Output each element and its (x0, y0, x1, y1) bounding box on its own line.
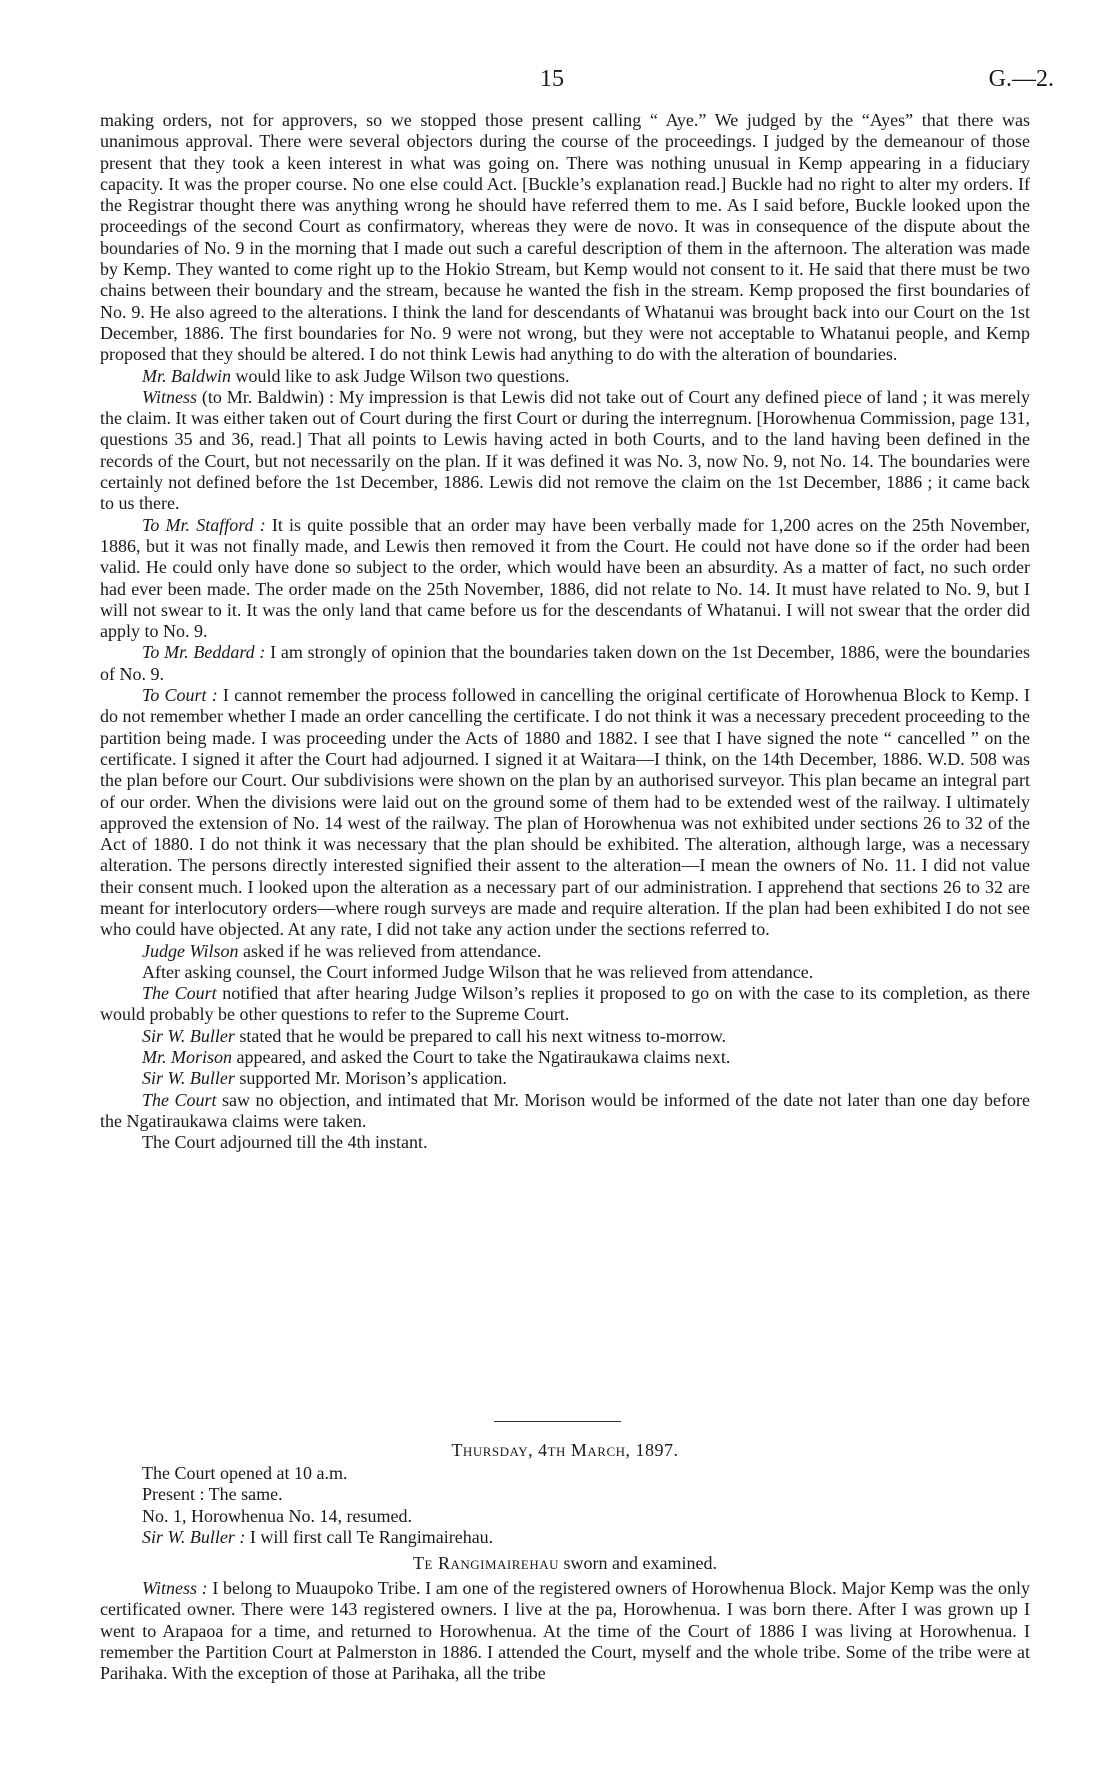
paragraph-text: Present : The same. (142, 1484, 283, 1505)
paragraph-text: (to Mr. Baldwin) : My impression is that Lewis did not take out of Court any defined piece of land ; it was merely the claim. It was either taken out of Court during the first Court or during the interregnum. [Horowhenua Commission, page 131, questions 35 and 36, read.] That all points to Lewis having acted in both Courts, and to the land having been defined in the records of the Court, but not necessarily on the plan. If it was defined it was No. 3, now No. 9, not No. 14. The boundaries were certainly not defined before the 1st December, 1886. Lewis did not remove the claim on the 1st December, 1886 ; it came back to us there. (100, 386, 1030, 514)
paragraph-text: After asking counsel, the Court informed Judge Wilson that he was relieved from attendance. (142, 961, 814, 982)
paragraph (100, 387, 1030, 515)
paragraph (100, 1484, 1030, 1505)
paragraph (100, 1026, 1030, 1047)
paragraph-text: stated that he would be prepared to call his next witness to-morrow. (234, 1025, 727, 1046)
paragraph-text: No. 1, Horowhenua No. 14, resumed. (142, 1505, 412, 1526)
paragraph-text: notified that after hearing Judge Wilson’s replies it proposed to go on with the case to its completion, as there would probably be other questions to refer to the Supreme Court. (100, 983, 1030, 1025)
paragraph (100, 983, 1030, 1026)
paragraph-text: supported Mr. Morison’s application. (234, 1068, 507, 1089)
speaker-label: To Mr. Beddard : (142, 642, 266, 663)
paragraph (100, 941, 1030, 962)
page-reference: G.—2. (988, 66, 1054, 92)
paragraph (100, 1578, 1030, 1684)
speaker-label: Sir W. Buller : (142, 1526, 246, 1547)
paragraph (100, 642, 1030, 685)
session-text (100, 1463, 1030, 1548)
paragraph (100, 962, 1030, 983)
paragraph-text: The Court opened at 10 a.m. (142, 1463, 348, 1483)
witness-name: Te Rangimairehau (413, 1553, 560, 1573)
paragraph (100, 685, 1030, 941)
paragraph-text: would like to ask Judge Wilson two questions. (231, 365, 570, 386)
paragraph (100, 515, 1030, 643)
paragraph (100, 1090, 1030, 1133)
paragraph-text: making orders, not for approvers, so we stopped those present calling “ Aye.” We judged by the “Ayes” that there was unanimous approval. There were several objectors during the course of the proceedings. I judged by the demeanour of those present that they took a keen interest in what was going on. There was nothing unusual in Kemp appearing in a fiduciary capacity. It was the proper course. No one else could Act. [Buckle’s explanation read.] Buckle had no right to alter my orders. If the Registrar thought there was anything wrong he should have referred them to me. As I said before, Buckle looked upon the proceedings of the second Court as confirmatory, whereas they were de novo. It was in consequence of the dispute about the boundaries of No. 9 in the morning that I made out such a careful description of them in the afternoon. The alteration was made by Kemp. They wanted to come right up to the Hokio Stream, but Kemp would not consent to it. He said that there must be two chains between their boundary and the stream, because he wanted the fish in the stream. Kemp proposed the first boundaries of No. 9. He also agreed to the alterations. I think the land for descendants of Whatanui was brought back into our Court on the 1st December, 1886. The first boundaries for No. 9 were not wrong, but they were not acceptable to Whatanui people, and Kemp proposed that they should be altered. I do not think Lewis had anything to do with the alteration of boundaries. (100, 110, 1030, 365)
paragraph (100, 110, 1030, 366)
date-heading: Thursday, 4th March, 1897. (451, 1440, 679, 1460)
speaker-label: Witness : (142, 1578, 208, 1598)
paragraph-text: I am strongly of opinion that the boundaries taken down on the 1st December, 1886, were the boundaries of No. 9. (100, 642, 1030, 684)
proceedings-text (100, 110, 1030, 1154)
paragraph (100, 1047, 1030, 1068)
paragraph (100, 1527, 1030, 1548)
speaker-label: Judge Wilson (142, 940, 239, 961)
paragraph-text: I belong to Muaupoko Tribe. I am one of the registered owners of Horowhenua Block. Major Kemp was the only certificated owner. There were 143 registered owners. I live at the pa, Horowhenua. I was born there. After I was grown up I went to Arapaoa for a time, and returned to Horowhenua. At the time of the Court of 1886 I was living at Horowhenua. I remember the Partition Court at Palmerston in 1886. I attended the Court, myself and the whole tribe. Some of the tribe were at Parihaka. With the exception of those at Parihaka, all the tribe (100, 1578, 1030, 1684)
section-divider (494, 1421, 621, 1422)
speaker-label: To Court : (142, 685, 218, 706)
page-number: 15 (540, 66, 564, 92)
witness-heading (100, 1553, 1030, 1574)
speaker-label: To Mr. Stafford : (142, 514, 266, 535)
speaker-label: The Court (142, 1089, 217, 1110)
paragraph-text: asked if he was relieved from attendance. (238, 940, 542, 961)
speaker-label: Witness (142, 386, 198, 407)
speaker-label: Sir W. Buller (142, 1025, 235, 1046)
paragraph-text: It is quite possible that an order may have been verbally made for 1,200 acres on the 25th November, 1886, but it was not finally made, and Lewis then removed it from the Court. He could not have done so if the order had been valid. He could only have done so subject to the order, which would have been an absurdity. As a matter of fact, no such order had ever been made. The order made on the 25th November, 1886, did not relate to No. 14. It must have related to No. 9, but I will not swear to it. It was the only land that came before us for the descendants of Whatanui. I will not swear that the order did apply to No. 9. (100, 514, 1030, 642)
speaker-label: Sir W. Buller (142, 1068, 235, 1089)
speaker-label: The Court (142, 983, 217, 1004)
testimony-text (100, 1578, 1030, 1684)
speaker-label: Mr. Baldwin (142, 365, 232, 386)
speaker-label: Mr. Morison (142, 1047, 233, 1068)
paragraph-text: The Court adjourned till the 4th instant. (142, 1132, 428, 1153)
paragraph-text: appeared, and asked the Court to take the Ngatiraukawa claims next. (232, 1047, 731, 1068)
paragraph-text: I will first call Te Rangimairehau. (245, 1526, 494, 1547)
paragraph (100, 1506, 1030, 1527)
paragraph (100, 1068, 1030, 1089)
paragraph (100, 1132, 1030, 1153)
paragraph (100, 366, 1030, 387)
paragraph-text: I cannot remember the process followed in cancelling the original certificate of Horowhenua Block to Kemp. I do not remember whether I made an order cancelling the certificate. I do not think it was a necessary precedent proceeding to the partition being made. I was proceeding under the Acts of 1880 and 1882. I see that I have signed the note “ cancelled ” on the certificate. I signed it after the Court had adjourned. I signed it at Waitara—I think, on the 14th December, 1886. W.D. 508 was the plan before our Court. Our subdivisions were shown on the plan by an authorised surveyor. This plan became an integral part of our order. When the divisions were laid out on the ground some of them had to be extended west of the railway. I ultimately approved the extension of No. 14 west of the railway. The plan of Horowhenua was not exhibited under sections 26 to 32 of the Act of 1880. I do not think it was necessary that the plan should be exhibited. The alteration, although large, was a necessary alteration. The persons directly interested signified their assent to the alteration—I mean the owners of No. 11. I did not value their consent much. I looked upon the alteration as a necessary part of our administration. I apprehend that sections 26 to 32 are meant for interlocutory orders—where rough surveys are made and require alteration. If the plan had been exhibited I do not see who could have objected. At any rate, I did not take any action under the sections referred to. (100, 685, 1030, 940)
paragraph (100, 1463, 1030, 1484)
paragraph-text: saw no objection, and intimated that Mr. Morison would be informed of the date not later than one day before the Ngatiraukawa claims were taken. (100, 1089, 1030, 1131)
witness-heading-rest: sworn and examined. (559, 1553, 717, 1573)
